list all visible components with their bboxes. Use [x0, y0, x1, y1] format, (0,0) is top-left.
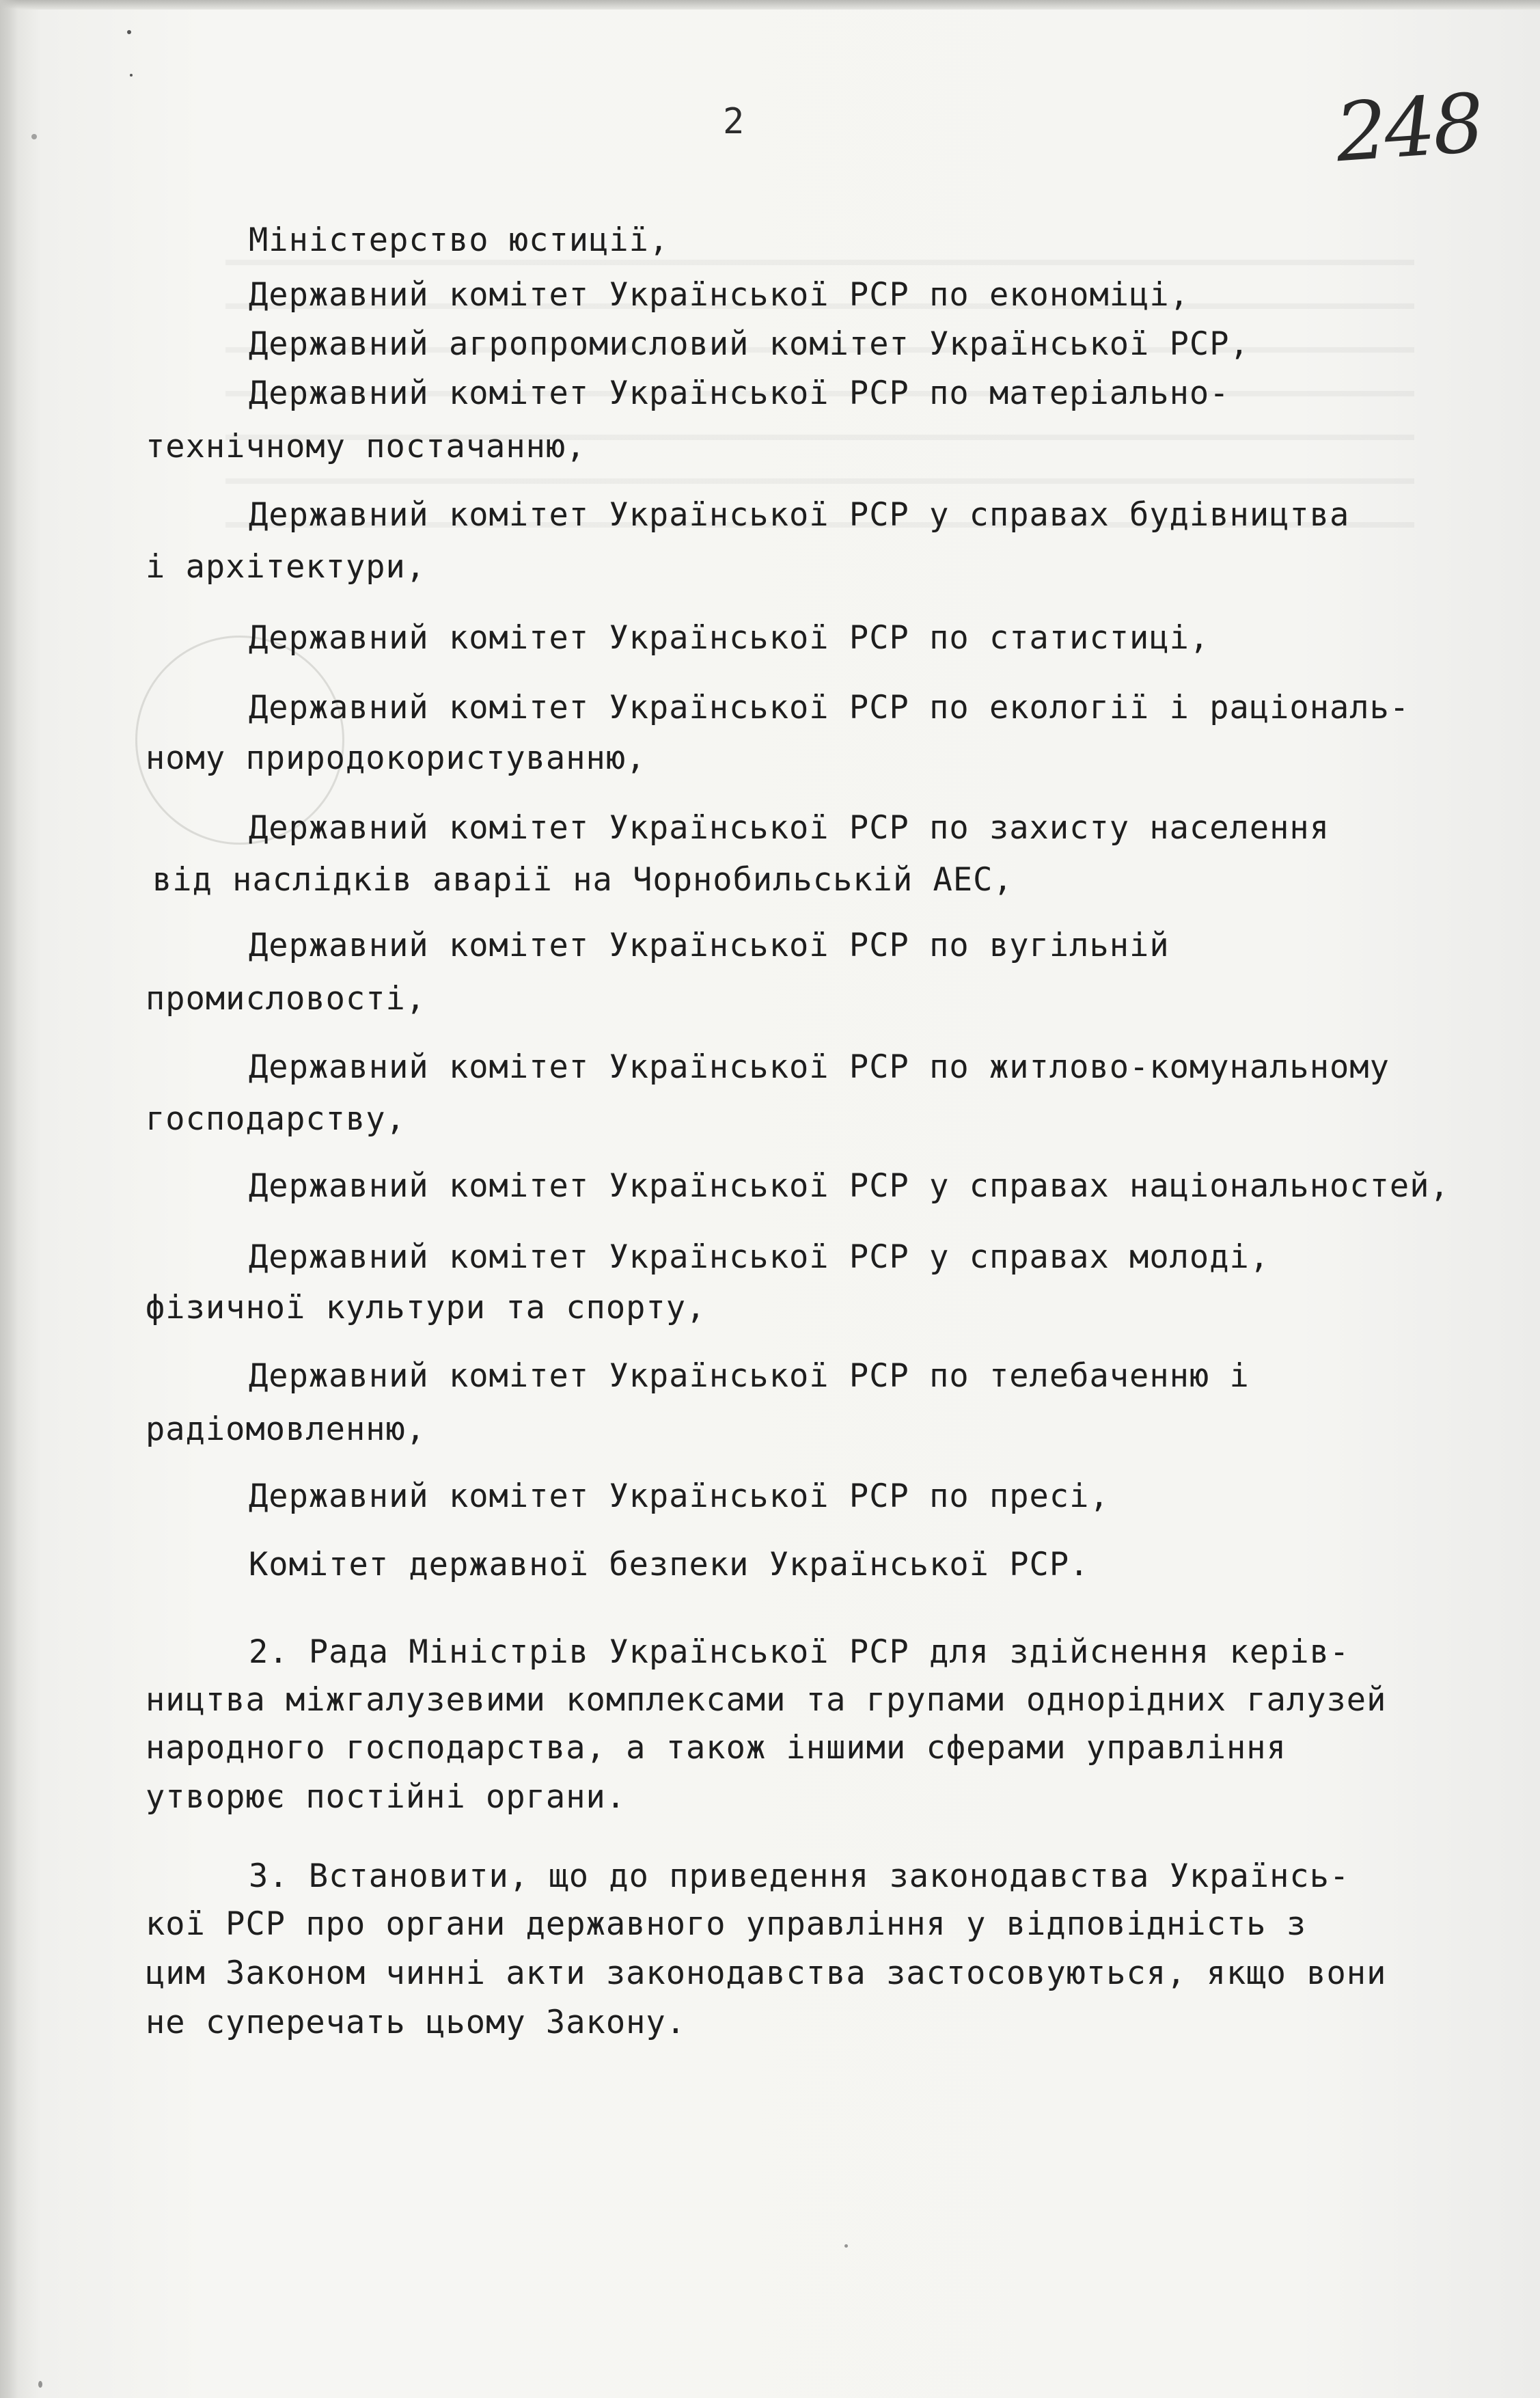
- text-line: Державний комітет Української РСР у справах будівництва: [249, 496, 1350, 534]
- text-line: Міністерство юстиції,: [249, 221, 670, 259]
- text-line: Державний комітет Української РСР по житлово-комунальному: [249, 1048, 1390, 1086]
- text-line: цим Законом чинні акти законодавства застосовуються, якщо вони: [146, 1954, 1387, 1992]
- text-line: господарству,: [146, 1100, 406, 1138]
- text-line: промисловості,: [146, 980, 426, 1018]
- text-line: Державний комітет Української РСР по пресі,: [249, 1477, 1110, 1515]
- text-line: Державний комітет Української РСР по вугільній: [249, 927, 1170, 964]
- text-line: фізичної культури та спорту,: [146, 1289, 706, 1326]
- text-line: Державний комітет Української РСР по статистиці,: [249, 619, 1210, 657]
- text-line: 3. Встановити, що до приведення законодавства Українсь-: [249, 1857, 1350, 1895]
- text-line: технічному постачанню,: [146, 428, 586, 465]
- text-line: ному природокористуванню,: [146, 739, 646, 777]
- text-line: Державний комітет Української РСР по економіці,: [249, 276, 1190, 314]
- text-line: не суперечать цьому Закону.: [146, 2004, 687, 2041]
- text-line: ництва міжгалузевими комплексами та групами однорідних галузей: [146, 1681, 1387, 1719]
- text-line: Державний комітет Української РСР у справах національностей,: [249, 1167, 1450, 1205]
- text-line: кої РСР про органи державного управління у відповідність з: [146, 1905, 1307, 1943]
- text-line: від наслідків аварії на Чорнобильській АЕС,: [152, 861, 1013, 899]
- text-line: Державний комітет Української РСР у справах молоді,: [249, 1238, 1270, 1276]
- text-line: Державний комітет Української РСР по телебаченню і: [249, 1357, 1250, 1395]
- text-line: 2. Рада Міністрів Української РСР для здійснення керів-: [249, 1633, 1350, 1671]
- text-line: утворює постійні органи.: [146, 1778, 627, 1816]
- text-line: Державний агропромисловий комітет Української РСР,: [249, 325, 1250, 363]
- text-line: і архітектури,: [146, 548, 426, 586]
- text-line: Державний комітет Української РСР по екології і раціональ-: [249, 689, 1410, 726]
- archive-number-handwritten: 248: [1332, 75, 1485, 180]
- text-line: народного господарства, а також іншими сферами управління: [146, 1729, 1287, 1767]
- text-line: Державний комітет Української РСР по захисту населення: [249, 809, 1330, 847]
- text-line: радіомовленню,: [146, 1411, 426, 1448]
- text-line: Державний комітет Української РСР по матеріально-: [249, 374, 1230, 412]
- text-line: Комітет державної безпеки Української РСР.: [249, 1546, 1090, 1583]
- page-number: 2: [723, 101, 745, 142]
